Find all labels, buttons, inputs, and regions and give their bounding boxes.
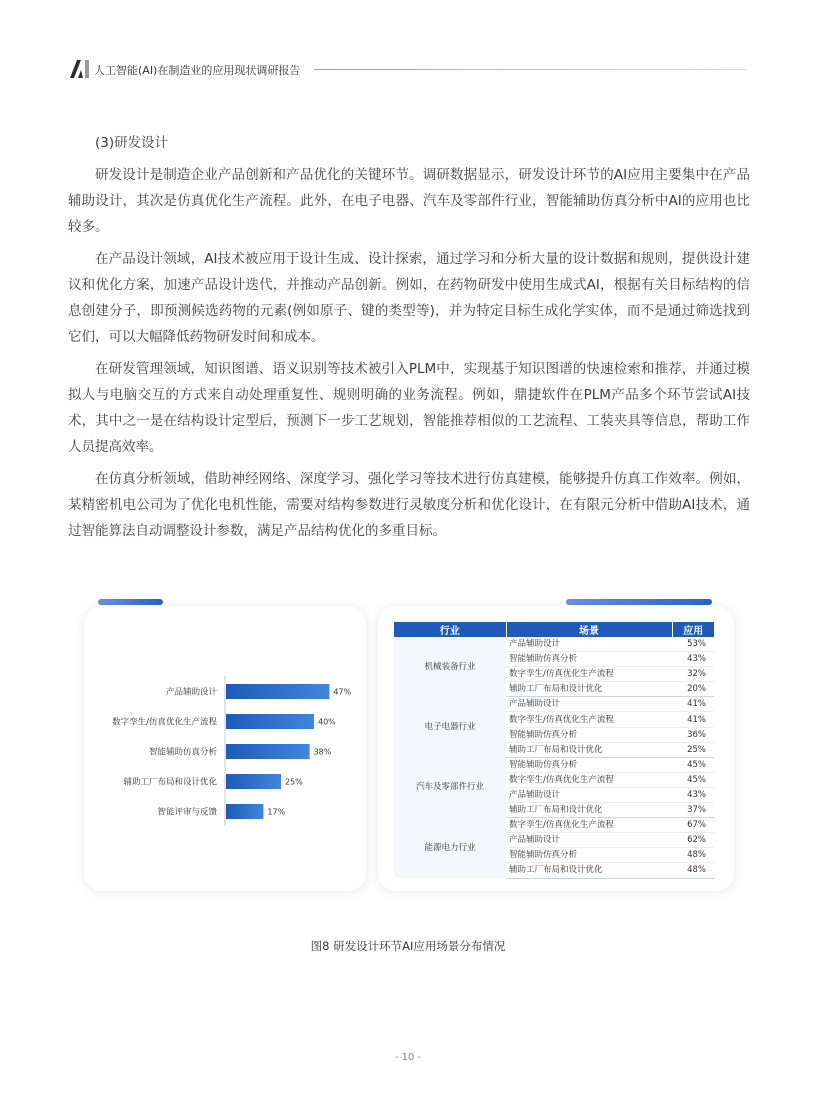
category-label: 智能评审与反馈 [157, 807, 217, 818]
bar [226, 684, 329, 699]
industry-cell: 机械装备行业 [394, 637, 506, 697]
column-header-industry: 行业 [394, 622, 506, 637]
scene-table [394, 622, 714, 879]
page-header [70, 60, 746, 80]
paragraph: 在仿真分析领域，借助神经网络、深度学习、强化学习等技术进行仿真建模，能够提升仿真工作效率。例如，某精密机电公司为了优化电机性能，需要对结构参数进行灵敏度分析和优化设计，在有限元分析中借助AI技术，通过智能算法自动调整设计参数，满足产品结构优化的多重目标。 [68, 471, 750, 539]
column-header-application: 应用 [672, 622, 714, 637]
scene-cell: 智能辅助仿真分析 [506, 848, 672, 863]
table-header-row [394, 622, 714, 637]
scene-cell: 数字孪生/仿真优化生产流程 [506, 772, 672, 787]
category-label: 数字孪生/仿真优化生产流程 [112, 717, 217, 728]
industry-cell: 汽车及零部件行业 [394, 757, 506, 817]
scene-cell: 智能辅助仿真分析 [506, 652, 672, 667]
table-row [394, 697, 714, 712]
scene-cell: 数字孪生/仿真优化生产流程 [506, 818, 672, 833]
scene-cell: 数字孪生/仿真优化生产流程 [506, 712, 672, 727]
application-cell: 25% [672, 742, 714, 757]
scene-cell: 辅助工厂布局和设计优化 [506, 682, 672, 697]
application-cell: 62% [672, 833, 714, 848]
bar [226, 744, 310, 759]
column-header-scene: 场景 [506, 622, 672, 637]
value-label: 17% [267, 807, 286, 817]
value-label: 38% [313, 747, 332, 757]
category-label: 产品辅助设计 [165, 687, 217, 698]
table-row [394, 637, 714, 652]
header-rule [314, 69, 746, 70]
scene-cell: 数字孪生/仿真优化生产流程 [506, 667, 672, 682]
application-cell: 36% [672, 727, 714, 742]
application-cell: 41% [672, 697, 714, 712]
application-cell: 41% [672, 712, 714, 727]
application-cell: 43% [672, 652, 714, 667]
section-content [68, 130, 750, 550]
value-label: 25% [285, 777, 303, 787]
application-cell: 37% [672, 803, 714, 818]
scene-cell: 产品辅助设计 [506, 637, 672, 652]
category-label: 辅助工厂布局和设计优化 [123, 777, 217, 788]
card-tab-decoration [566, 599, 712, 605]
paragraph: 在研发管理领域，知识图谱、语义识别等技术被引入PLM中，实现基于知识图谱的快速检索和推荐，并通过模拟人与电脑交互的方式来自动处理重复性、规则明确的业务流程。例如，鼎捷软件在PLM产品多个环节尝试AI技术，其中之一是在结构设计定型后，预测下一步工艺规划，智能推荐相似的工艺流程、工装夹具等信息，帮助工作人员提高效率。 [68, 361, 750, 455]
bar [226, 774, 281, 789]
bar-chart-card [84, 606, 366, 891]
bar [226, 714, 314, 729]
application-cell: 43% [672, 787, 714, 802]
application-cell: 20% [672, 682, 714, 697]
application-cell: 67% [672, 818, 714, 833]
application-cell: 48% [672, 863, 714, 878]
scene-cell: 产品辅助设计 [506, 697, 672, 712]
value-label: 40% [318, 717, 336, 727]
scene-cell: 辅助工厂布局和设计优化 [506, 803, 672, 818]
paragraph: 在产品设计领域，AI技术被应用于设计生成、设计探索，通过学习和分析大量的设计数据和规则，提供设计建议和优化方案，加速产品设计迭代，并推动产品创新。例如，在药物研发中使用生成式AI，根据有关目标结构的信息创建分子，即预测候选药物的元素(例如原子、键的类型等)，并为特定目标生成化学实体，而不是通过筛选找到它们，可以大幅降低药物研发时间和成本。 [68, 251, 750, 345]
scene-cell: 产品辅助设计 [506, 833, 672, 848]
application-cell: 45% [672, 757, 714, 772]
ai-logo-icon [70, 60, 92, 78]
card-tab-decoration [98, 599, 163, 605]
scene-cell: 辅助工厂布局和设计优化 [506, 863, 672, 878]
table-row [394, 818, 714, 833]
application-cell: 32% [672, 667, 714, 682]
table-row [394, 757, 714, 772]
industry-cell: 电子电器行业 [394, 697, 506, 757]
scene-cell: 辅助工厂布局和设计优化 [506, 742, 672, 757]
scene-cell: 智能辅助仿真分析 [506, 727, 672, 742]
value-label: 47% [333, 687, 352, 697]
section-subheading: (3)研发设计 [95, 135, 169, 151]
application-cell: 48% [672, 848, 714, 863]
bar [226, 804, 263, 819]
industry-cell: 能源电力行业 [394, 818, 506, 878]
scene-cell: 产品辅助设计 [506, 787, 672, 802]
paragraph: 研发设计是制造企业产品创新和产品优化的关键环节。调研数据显示，研发设计环节的AI应用主要集中在产品辅助设计，其次是仿真优化生产流程。此外，在电子电器、汽车及零部件行业，智能辅助仿真分析中AI的应用也比较多。 [68, 167, 750, 235]
figure-caption: 图8 研发设计环节AI应用场景分布情况 [310, 939, 506, 953]
scene-cell: 智能辅助仿真分析 [506, 757, 672, 772]
category-label: 智能辅助仿真分析 [148, 747, 217, 758]
application-cell: 45% [672, 772, 714, 787]
report-title: 人工智能(AI)在制造业的应用现状调研报告 [94, 64, 301, 77]
application-cell: 53% [672, 637, 714, 652]
page-number: - 10 - [394, 1052, 422, 1063]
bar-chart [84, 606, 366, 891]
